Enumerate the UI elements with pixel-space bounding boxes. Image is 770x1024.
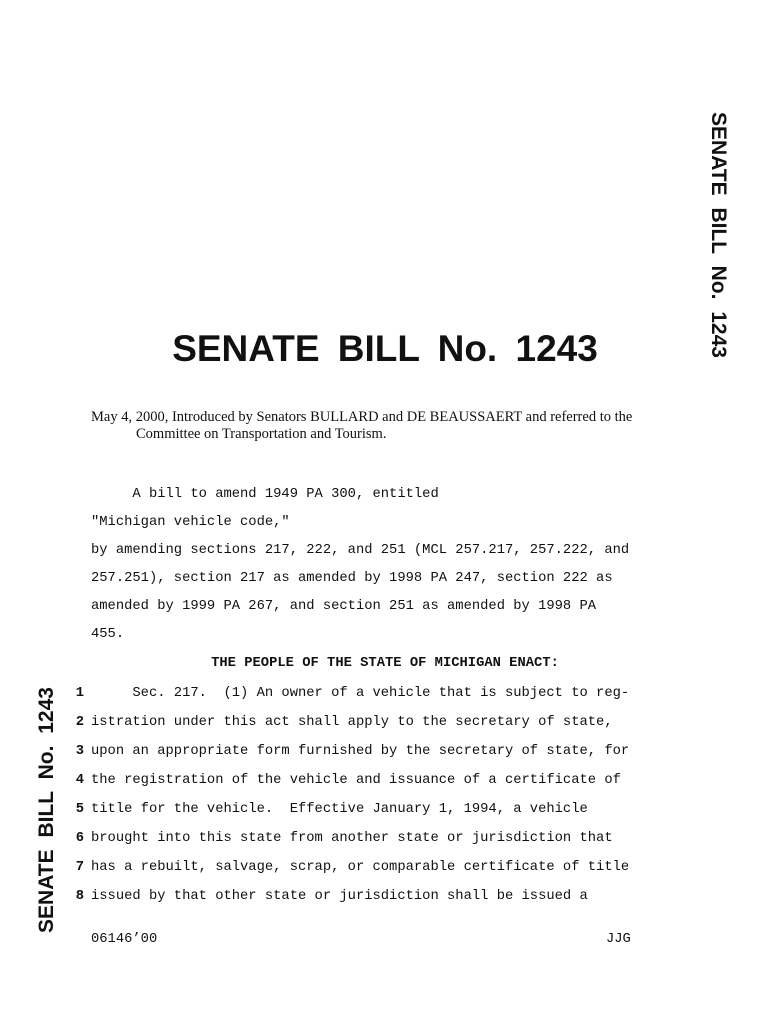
- body-line: Sec. 217. (1) An owner of a vehicle that is subject to reg-: [91, 686, 630, 701]
- side-title-right: SENATE BILL No. 1243: [707, 112, 730, 358]
- body-line: the registration of the vehicle and issuance of a certificate of: [91, 773, 621, 788]
- body-line: issued by that other state or jurisdiction shall be issued a: [91, 889, 588, 904]
- preamble-line: by amending sections 217, 222, and 251 (MCL 257.217, 257.222, and: [91, 543, 630, 558]
- body-line: title for the vehicle. Effective January 1, 1994, a vehicle: [91, 802, 588, 817]
- body-line: istration under this act shall apply to the secretary of state,: [91, 715, 613, 730]
- line-number: 2: [75, 715, 84, 730]
- enacting-clause: THE PEOPLE OF THE STATE OF MICHIGAN ENACT:: [211, 656, 559, 671]
- body-line: has a rebuilt, salvage, scrap, or comparable certificate of title: [91, 860, 630, 875]
- footer-document-code: 06146’00: [91, 932, 158, 947]
- introduction-line-2: Committee on Transportation and Tourism.: [136, 426, 387, 442]
- preamble-line: 257.251), section 217 as amended by 1998 PA 247, section 222 as: [91, 571, 613, 586]
- side-title-left: SENATE BILL No. 1243: [35, 687, 58, 933]
- preamble-line: amended by 1999 PA 267, and section 251 as amended by 1998 PA: [91, 599, 597, 614]
- line-number: 4: [75, 773, 84, 788]
- introduction-line-1: May 4, 2000, Introduced by Senators BULLARD and DE BEAUSSAERT and referred to the: [91, 409, 633, 425]
- line-number: 7: [75, 860, 84, 875]
- preamble-line: A bill to amend 1949 PA 300, entitled: [91, 487, 439, 502]
- footer-initials: JJG: [606, 932, 631, 947]
- line-number: 3: [75, 744, 84, 759]
- body-line: upon an appropriate form furnished by the secretary of state, for: [91, 744, 630, 759]
- line-number: 1: [75, 686, 84, 701]
- introduction-note: [91, 409, 691, 443]
- line-number: 5: [75, 802, 84, 817]
- line-number: 6: [75, 831, 84, 846]
- line-number: 8: [75, 889, 84, 904]
- preamble-line: "Michigan vehicle code,": [91, 515, 290, 530]
- page-title: SENATE BILL No. 1243: [172, 328, 598, 369]
- body-line: brought into this state from another state or jurisdiction that: [91, 831, 613, 846]
- preamble-line: 455.: [91, 627, 125, 642]
